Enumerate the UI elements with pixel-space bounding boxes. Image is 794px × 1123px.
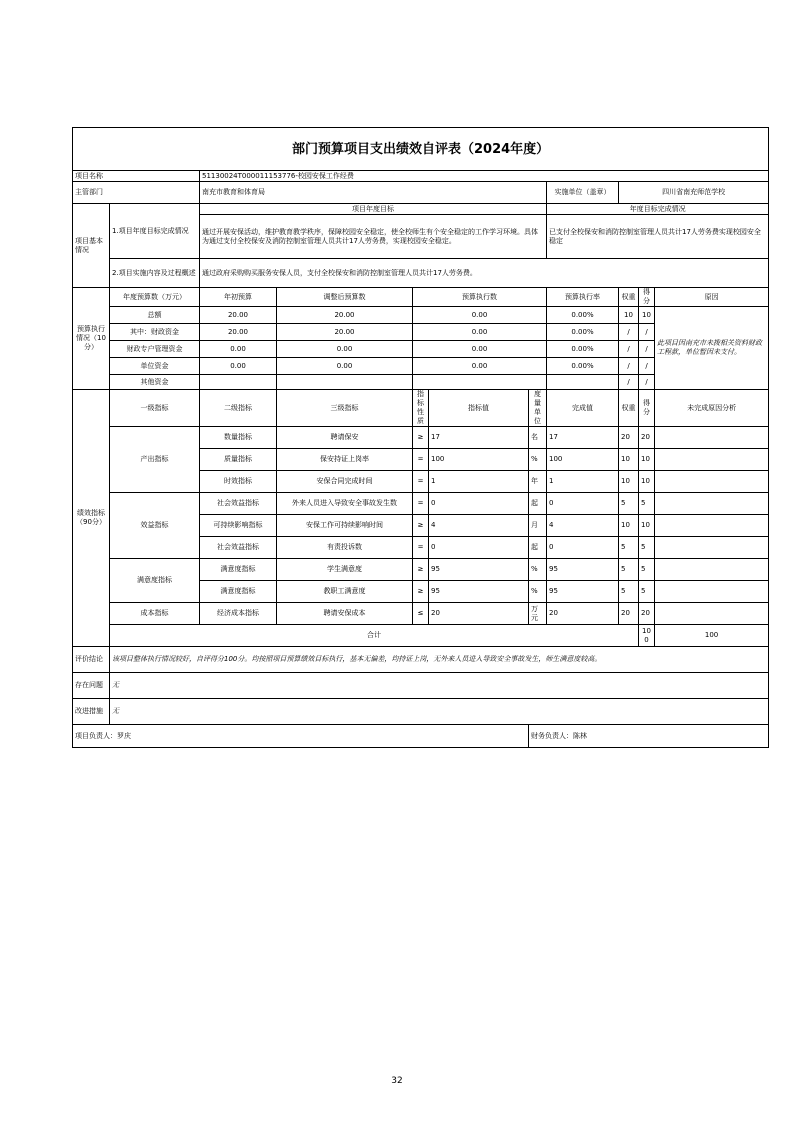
budget-row-rate: 0.00% <box>547 324 619 341</box>
implementer-label: 实施单位（盖章） <box>547 182 619 204</box>
budget-row-adjusted: 20.00 <box>277 324 413 341</box>
perf-reason <box>655 471 769 493</box>
budget-col-initial: 年初预算 <box>200 288 277 307</box>
budget-col-rate: 预算执行率 <box>547 288 619 307</box>
project-name-value: 51130024T000011153776-校园安保工作经费 <box>200 171 769 182</box>
budget-row-score: / <box>639 324 655 341</box>
budget-col-score: 得分 <box>639 288 655 307</box>
perf-value: 4 <box>429 515 529 537</box>
perf-col-value: 指标值 <box>429 390 529 427</box>
evaluation-label: 评价结论 <box>73 647 110 673</box>
perf-value: 17 <box>429 427 529 449</box>
budget-row-executed: 0.00 <box>413 341 547 358</box>
perf-col-unit: 度量单位 <box>529 390 547 427</box>
perf-level2: 质量指标 <box>200 449 277 471</box>
perf-col-level1: 一级指标 <box>110 390 200 427</box>
budget-row-adjusted: 0.00 <box>277 341 413 358</box>
perf-level3: 教职工满意度 <box>277 581 413 603</box>
problems-label: 存在问题 <box>73 673 110 699</box>
perf-level3: 学生满意度 <box>277 559 413 581</box>
project-lead-name: 罗庆 <box>117 731 131 740</box>
perf-reason <box>655 493 769 515</box>
perf-value: 1 <box>429 471 529 493</box>
perf-score: 5 <box>639 493 655 515</box>
perf-nature: ≥ <box>413 581 429 603</box>
perf-unit: 起 <box>529 537 547 559</box>
perf-nature: = <box>413 493 429 515</box>
perf-score: 5 <box>639 559 655 581</box>
department-label: 主管部门 <box>73 182 200 204</box>
perf-col-level3: 三级指标 <box>277 390 413 427</box>
perf-weight: 5 <box>619 581 639 603</box>
perf-reason <box>655 581 769 603</box>
annual-done-text: 已支付全校保安和消防控制室管理人员共计17人劳务费实现校园安全稳定 <box>547 215 769 259</box>
finance-lead-label: 财务负责人： <box>531 731 573 740</box>
perf-col-done: 完成值 <box>547 390 619 427</box>
budget-row-rate <box>547 375 619 390</box>
perf-done: 0 <box>547 493 619 515</box>
budget-row-executed: 0.00 <box>413 324 547 341</box>
finance-lead <box>529 725 769 748</box>
perf-done: 100 <box>547 449 619 471</box>
project-lead-label: 项目负责人： <box>75 731 117 740</box>
evaluation-text: 该项目整体执行情况较好，自评得分100分。均按照项目预算绩效目标执行，基本无偏差，均持证上岗，无外来人员进入导致安全事故发生，师生满意度较高。 <box>110 647 769 673</box>
perf-reason <box>655 427 769 449</box>
perf-level2: 时效指标 <box>200 471 277 493</box>
improvements-label: 改进措施 <box>73 699 110 725</box>
perf-weight: 20 <box>619 427 639 449</box>
project-lead <box>73 725 529 748</box>
perf-value: 0 <box>429 493 529 515</box>
perf-value: 95 <box>429 559 529 581</box>
perf-value: 0 <box>429 537 529 559</box>
perf-weight: 20 <box>619 603 639 625</box>
overview-label: 项目基本情况 <box>73 204 110 288</box>
perf-reason <box>655 603 769 625</box>
perf-level3: 有责投诉数 <box>277 537 413 559</box>
perf-score: 10 <box>639 515 655 537</box>
perf-level1: 效益指标 <box>110 493 200 559</box>
perf-reason <box>655 515 769 537</box>
page-title: 部门预算项目支出绩效自评表（2024年度） <box>73 128 769 171</box>
annual-goal-text: 通过开展安保活动，维护教育教学秩序，保障校园安全稳定，使全校师生有个安全稳定的工作学习环境。具体为通过支付全校保安及消防控制室管理人员共计17人劳务费，实现校园安全稳定。 <box>200 215 547 259</box>
perf-col-reason: 未完成原因分析 <box>655 390 769 427</box>
perf-unit: 年 <box>529 471 547 493</box>
perf-reason <box>655 537 769 559</box>
budget-row-adjusted <box>277 375 413 390</box>
budget-row-rate: 0.00% <box>547 307 619 324</box>
perf-col-nature: 指标性质 <box>413 390 429 427</box>
total-label: 合计 <box>110 625 639 647</box>
perf-done: 20 <box>547 603 619 625</box>
budget-row-initial: 0.00 <box>200 341 277 358</box>
project-name-label: 项目名称 <box>73 171 200 182</box>
total-weight: 100 <box>639 625 655 647</box>
process-label: 2.项目实施内容及过程概述 <box>110 259 200 288</box>
total-score: 100 <box>655 625 769 647</box>
budget-row-executed: 0.00 <box>413 358 547 375</box>
budget-row-score: 10 <box>639 307 655 324</box>
budget-row-adjusted: 20.00 <box>277 307 413 324</box>
budget-col-executed: 预算执行数 <box>413 288 547 307</box>
perf-done: 1 <box>547 471 619 493</box>
perf-reason <box>655 449 769 471</box>
budget-row-weight: / <box>619 324 639 341</box>
perf-level2: 社会效益指标 <box>200 493 277 515</box>
budget-col-adjusted: 调整后预算数 <box>277 288 413 307</box>
perf-level2: 经济成本指标 <box>200 603 277 625</box>
perf-col-level2: 二级指标 <box>200 390 277 427</box>
perf-value: 100 <box>429 449 529 471</box>
budget-row-label: 其他资金 <box>110 375 200 390</box>
process-text: 通过政府采购购买服务安保人员，支付全校保安和消防控制室管理人员共计17人劳务费。 <box>200 259 769 288</box>
perf-weight: 10 <box>619 515 639 537</box>
budget-row-label: 财政专户管理资金 <box>110 341 200 358</box>
annual-done-header: 年度目标完成情况 <box>547 204 769 215</box>
perf-unit: 起 <box>529 493 547 515</box>
perf-unit: % <box>529 559 547 581</box>
evaluation-table <box>72 127 769 748</box>
perf-weight: 10 <box>619 471 639 493</box>
perf-nature: = <box>413 471 429 493</box>
perf-value: 95 <box>429 581 529 603</box>
perf-level3: 保安持证上岗率 <box>277 449 413 471</box>
perf-level3: 聘请安保成本 <box>277 603 413 625</box>
perf-level3: 外来人员进入导致安全事故发生数 <box>277 493 413 515</box>
perf-level3: 聘请保安 <box>277 427 413 449</box>
page-number: 32 <box>391 1076 403 1086</box>
budget-row-weight: / <box>619 358 639 375</box>
perf-unit: % <box>529 581 547 603</box>
perf-score: 20 <box>639 427 655 449</box>
perf-weight: 5 <box>619 537 639 559</box>
perf-level2: 满意度指标 <box>200 581 277 603</box>
department-value: 南充市教育和体育局 <box>200 182 547 204</box>
perf-weight: 5 <box>619 559 639 581</box>
budget-header-label: 年度预算数（万元） <box>110 288 200 307</box>
perf-nature: ≤ <box>413 603 429 625</box>
budget-row-weight: / <box>619 375 639 390</box>
perf-level1: 产出指标 <box>110 427 200 493</box>
goal-status-label: 1.项目年度目标完成情况 <box>110 204 200 259</box>
perf-section-label: 绩效指标（90分） <box>73 390 110 647</box>
perf-level1: 满意度指标 <box>110 559 200 603</box>
perf-unit: 万元 <box>529 603 547 625</box>
perf-reason <box>655 559 769 581</box>
perf-nature: = <box>413 449 429 471</box>
finance-lead-name: 陈林 <box>573 731 587 740</box>
perf-weight: 5 <box>619 493 639 515</box>
perf-level3: 安保合同完成时间 <box>277 471 413 493</box>
budget-row-rate: 0.00% <box>547 358 619 375</box>
perf-score: 10 <box>639 471 655 493</box>
budget-row-initial: 20.00 <box>200 324 277 341</box>
budget-row-label: 总额 <box>110 307 200 324</box>
budget-reason-text: 此项目因南充市未拨相关资料财政工程款，单位暂因未支付。 <box>655 307 769 390</box>
budget-col-weight: 权重 <box>619 288 639 307</box>
problems-text: 无 <box>110 673 769 699</box>
perf-done: 95 <box>547 581 619 603</box>
perf-score: 5 <box>639 581 655 603</box>
budget-row-label: 其中：财政资金 <box>110 324 200 341</box>
perf-nature: = <box>413 537 429 559</box>
budget-col-reason: 原因 <box>655 288 769 307</box>
perf-score: 5 <box>639 537 655 559</box>
perf-score: 10 <box>639 449 655 471</box>
perf-unit: 月 <box>529 515 547 537</box>
perf-done: 17 <box>547 427 619 449</box>
budget-row-label: 单位资金 <box>110 358 200 375</box>
perf-level3: 安保工作可持续影响时间 <box>277 515 413 537</box>
perf-level2: 数量指标 <box>200 427 277 449</box>
budget-row-initial <box>200 375 277 390</box>
budget-row-rate: 0.00% <box>547 341 619 358</box>
budget-row-executed: 0.00 <box>413 307 547 324</box>
perf-done: 0 <box>547 537 619 559</box>
budget-row-score: / <box>639 341 655 358</box>
perf-col-weight: 权重 <box>619 390 639 427</box>
budget-row-weight: / <box>619 341 639 358</box>
perf-done: 4 <box>547 515 619 537</box>
budget-row-executed <box>413 375 547 390</box>
budget-row-weight: 10 <box>619 307 639 324</box>
perf-level2: 满意度指标 <box>200 559 277 581</box>
perf-weight: 10 <box>619 449 639 471</box>
perf-level2: 可持续影响指标 <box>200 515 277 537</box>
budget-row-initial: 0.00 <box>200 358 277 375</box>
improvements-text: 无 <box>110 699 769 725</box>
budget-row-adjusted: 0.00 <box>277 358 413 375</box>
budget-row-score: / <box>639 375 655 390</box>
perf-nature: ≥ <box>413 559 429 581</box>
perf-value: 20 <box>429 603 529 625</box>
annual-goal-header: 项目年度目标 <box>200 204 547 215</box>
perf-unit: % <box>529 449 547 471</box>
perf-level2: 社会效益指标 <box>200 537 277 559</box>
self-evaluation-sheet <box>72 127 762 748</box>
perf-col-score: 得分 <box>639 390 655 427</box>
perf-nature: ≥ <box>413 515 429 537</box>
perf-nature: ≥ <box>413 427 429 449</box>
perf-done: 95 <box>547 559 619 581</box>
budget-row-initial: 20.00 <box>200 307 277 324</box>
perf-score: 20 <box>639 603 655 625</box>
implementer-value: 四川省南充师范学校 <box>619 182 769 204</box>
perf-unit: 名 <box>529 427 547 449</box>
perf-level1: 成本指标 <box>110 603 200 625</box>
budget-row-score: / <box>639 358 655 375</box>
budget-section-label: 预算执行情况（10分） <box>73 288 110 390</box>
